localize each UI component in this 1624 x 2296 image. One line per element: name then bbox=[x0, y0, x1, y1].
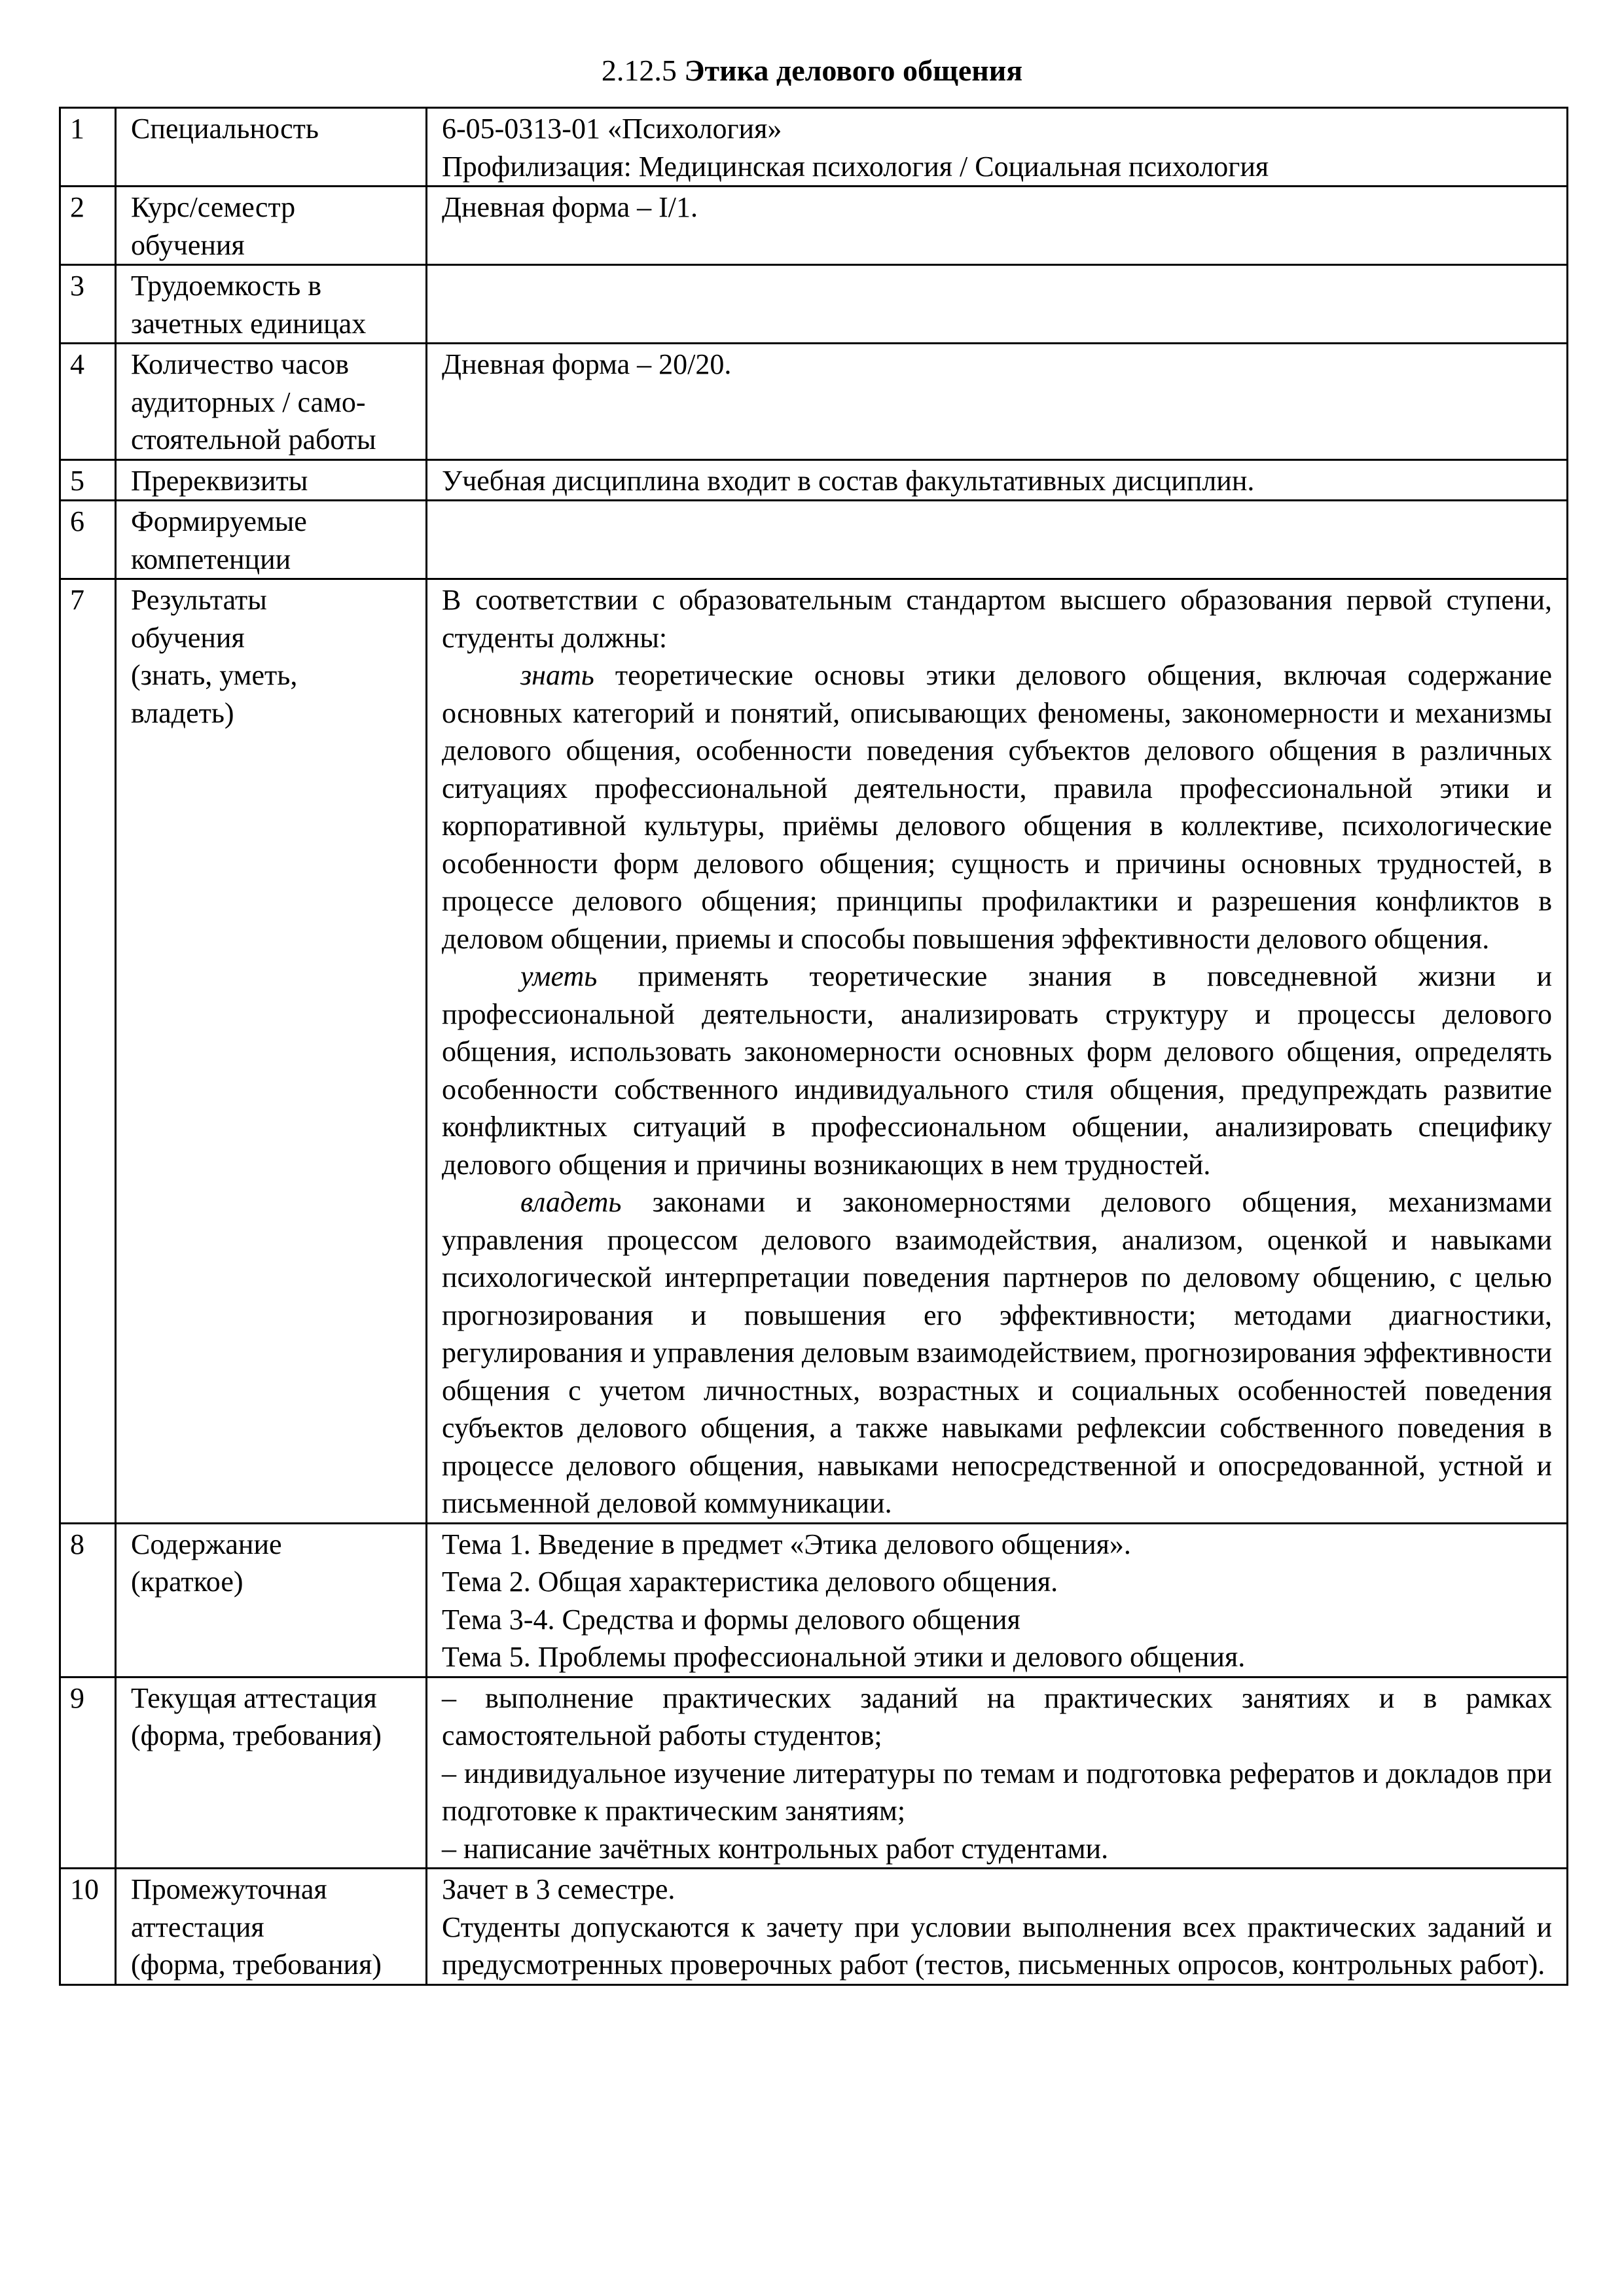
assessment-item: – индивидуальное изучение литературы по темам и подготовка рефератов и докладов при подготовке к практическим занятиям; bbox=[442, 1757, 1552, 1827]
table-row bbox=[60, 1523, 1568, 1677]
row-number: 9 bbox=[60, 1677, 116, 1869]
row-value-empty bbox=[427, 501, 1568, 579]
outcome-keyword: уметь bbox=[520, 960, 598, 992]
assessment-item: Зачет в 3 семестре. bbox=[442, 1873, 676, 1905]
row-number: 1 bbox=[60, 108, 116, 187]
table-row bbox=[60, 1677, 1568, 1869]
row-label: Трудоемкость в зачетных единицах bbox=[116, 265, 427, 344]
row-label: Текущая аттестация (форма, требования) bbox=[116, 1677, 427, 1869]
table-row bbox=[60, 344, 1568, 460]
row-number: 10 bbox=[60, 1869, 116, 1985]
table-row bbox=[60, 187, 1568, 265]
table-row bbox=[60, 459, 1568, 501]
intermediate-assessment bbox=[427, 1869, 1568, 1985]
row-label: Курс/семестр обучения bbox=[116, 187, 427, 265]
content-topics bbox=[427, 1523, 1568, 1677]
discipline-table bbox=[59, 107, 1568, 1986]
row-value: Дневная форма – 20/20. bbox=[427, 344, 1568, 460]
row-number: 7 bbox=[60, 579, 116, 1524]
outcomes-intro: В соответствии с образовательным стандартом высшего образования первой ступени, студенты должны: bbox=[442, 584, 1552, 654]
section-number: 2.12.5 bbox=[601, 54, 677, 87]
outcome-know: знать теоретические основы этики делового общения, включая содержание основных категорий и понятий, описывающих феномены, закономерности и механизмы делового общения, особенности поведения субъектов делового общения в различных ситуациях профессиональной деятельности, правила профессиональной этики и корпоративной культуры, приёмы делового общения в коллективе, психологические особенности форм делового общения; сущность и причины основных трудностей, в процессе делового общения; принципы профилактики и разрешения конфликтов в деловом общении, приемы и способы повышения эффективности делового общения. bbox=[442, 659, 1552, 955]
table-row bbox=[60, 108, 1568, 187]
row-label: Количество часов аудиторных / само- стоятельной работы bbox=[116, 344, 427, 460]
current-assessment bbox=[427, 1677, 1568, 1869]
row-number: 8 bbox=[60, 1523, 116, 1677]
table-row bbox=[60, 265, 1568, 344]
assessment-item: – написание зачётных контрольных работ студентами. bbox=[442, 1832, 1109, 1865]
discipline-name: Этика делового общения bbox=[684, 54, 1023, 87]
row-number: 6 bbox=[60, 501, 116, 579]
row-label: Пререквизиты bbox=[116, 459, 427, 501]
outcome-can: уметь применять теоретические знания в повседневной жизни и профессиональной деятельности, анализировать структуру и процессы делового общения, использовать закономерности основных форм делового общения, определять особенности собственного индивидуального стиля общения, предупреждать развитие конфликтных ситуаций в профессиональном общении, анализировать специфику делового общения и причины возникающих в нем трудностей. bbox=[442, 960, 1552, 1181]
row-number: 4 bbox=[60, 344, 116, 460]
table-row bbox=[60, 579, 1568, 1524]
row-label: Специальность bbox=[116, 108, 427, 187]
row-number: 5 bbox=[60, 459, 116, 501]
row-label: Формируемые компетенции bbox=[116, 501, 427, 579]
table-row bbox=[60, 1869, 1568, 1985]
topic-item: Тема 3-4. Средства и формы делового общения bbox=[442, 1603, 1020, 1636]
topic-item: Тема 1. Введение в предмет «Этика делового общения». bbox=[442, 1528, 1131, 1560]
topic-item: Тема 2. Общая характеристика делового общения. bbox=[442, 1566, 1058, 1598]
row-value: Учебная дисциплина входит в состав факультативных дисциплин. bbox=[427, 459, 1568, 501]
outcome-master: владеть законами и закономерностями делового общения, механизмами управления процессом делового взаимодействия, анализом, оценкой и навыками психологической интерпретации поведения партнеров по деловому общению, с целью прогнозирования и повышения его эффективности; методами диагностики, регулирования и управления деловым взаимодействием, прогнозирования эффективности общения с учетом личностных, возрастных и социальных особенностей поведения субъектов делового общения, а также навыками рефлексии собственного поведения в процессе делового общения, навыками непосредственной и опосредованной, устной и письменной деловой коммуникации. bbox=[442, 1186, 1552, 1519]
learning-outcomes bbox=[427, 579, 1568, 1524]
row-label: Результаты обучения (знать, уметь, владеть) bbox=[116, 579, 427, 1524]
assessment-item: – выполнение практических заданий на практических занятиях и в рамках самостоятельной работы студентов; bbox=[442, 1681, 1552, 1751]
outcome-keyword: владеть bbox=[520, 1186, 622, 1218]
row-number: 3 bbox=[60, 265, 116, 344]
assessment-item: Студенты допускаются к зачету при условии выполнения всех практических заданий и предусмотренных проверочных работ (тестов, письменных опросов, контрольных работ). bbox=[442, 1910, 1552, 1981]
row-label: Содержание (краткое) bbox=[116, 1523, 427, 1677]
table-row bbox=[60, 501, 1568, 579]
row-number: 2 bbox=[60, 187, 116, 265]
outcome-keyword: знать bbox=[520, 659, 594, 691]
topic-item: Тема 5. Проблемы профессиональной этики и делового общения. bbox=[442, 1641, 1246, 1673]
row-value-empty bbox=[427, 265, 1568, 344]
page-title bbox=[0, 51, 1624, 90]
row-value: Дневная форма – I/1. bbox=[427, 187, 1568, 265]
row-value: 6-05-0313-01 «Психология» Профилизация: Медицинская психология / Социальная психология bbox=[427, 108, 1568, 187]
row-label: Промежуточная аттестация (форма, требования) bbox=[116, 1869, 427, 1985]
